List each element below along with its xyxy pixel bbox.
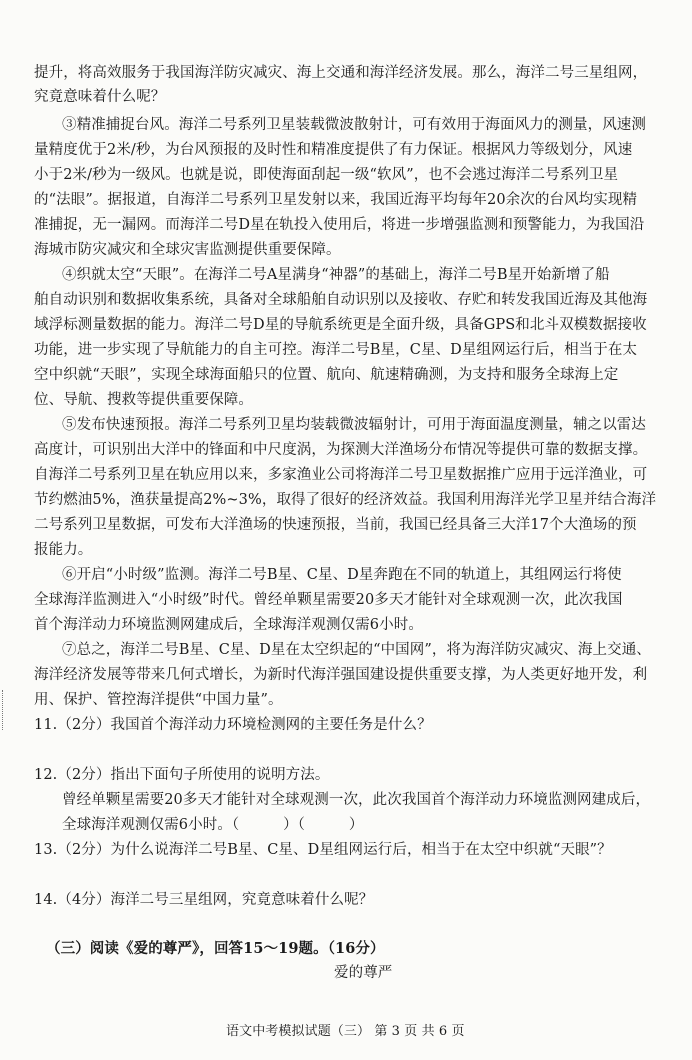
- paragraph-6-line: 全球海洋监测进入“小时级”时代。曾经单颗星需要20多天才能针对全球观测一次，此次我国: [34, 592, 623, 608]
- paragraph-6-line: ⑥开启“小时级”监测。海洋二号B星、C星、D星奔跑在不同的轨道上，其组网运行将使: [62, 567, 622, 583]
- paragraph-5-line: 高度计，可识别出大洋中的锋面和中尺度涡，为探测大洋渔场分布情况等提供可靠的数据支撑。: [34, 442, 648, 458]
- paragraph-3-line: 准捕捉，无一漏网。而海洋二号D星在轨投入使用后，将进一步增强监测和预警能力，为我国沿: [34, 217, 645, 233]
- section-heading: （三）阅读《爱的尊严》，回答15～19题。（16分）: [46, 940, 385, 957]
- paragraph-4-line: 舶自动识别和数据收集系统，具备对全球船舶自动识别以及接收、存贮和转发我国近海及其他海: [34, 292, 648, 308]
- article-title: 爱的尊严: [334, 965, 393, 981]
- paragraph-3-line: 小于2米/秒为一级风。也就是说，即使海面刮起一级“软风”，也不会逃过海洋二号系列卫星: [34, 167, 619, 183]
- paragraph-4-line: 功能，进一步实现了导航能力的自主可控。海洋二号B星，C星、D星组网运行后，相当于在太: [34, 342, 638, 358]
- paragraph-7-line: ⑦总之，海洋二号B星、C星、D星在太空织起的“中国网”，将为海洋防灾减灾、海上交通、: [62, 642, 651, 658]
- page-footer: 语文中考模拟试题（三） 第 3 页 共 6 页: [226, 1024, 465, 1039]
- paragraph-4-line: 域浮标测量数据的能力。海洋二号D星的导航系统更是全面升级，具备GPS和北斗双模数据接收: [34, 317, 647, 333]
- paragraph-3-line: 量精度优于2米/秒，为台风预报的及时性和精准度提供了有力保证。根据风力等级划分，风速: [34, 142, 633, 158]
- question-14: 14.（4分）海洋二号三星组网，究竟意味着什么呢？: [34, 892, 374, 908]
- paragraph-5-line: ⑤发布快速预报。海洋二号系列卫星均装载微波辐射计，可用于海面温度测量，辅之以雷达: [62, 417, 646, 433]
- paragraph-3-line: 的“法眼”。据报道，自海洋二号系列卫星发射以来，我国近海平均每年20余次的台风均实现精: [34, 192, 638, 208]
- question-11: 11.（2分）我国首个海洋动力环境检测网的主要任务是什么？: [34, 717, 432, 733]
- paragraph-3-line: ③精准捕捉台风。海洋二号系列卫星装载微波散射计，可有效用于海面风力的测量，风速测: [62, 117, 646, 133]
- paragraph-4-line: 空中织就“天眼”，实现全球海面船只的位置、航向、航速精确测，为支持和服务全球海上定: [34, 367, 619, 383]
- binding-margin-marks: [2, 690, 9, 730]
- paragraph-5-line: 节约燃油5%，渔获量提高2%~3%，取得了很好的经济效益。我国利用海洋光学卫星并结合海洋: [34, 492, 657, 508]
- paragraph-5-line: 报能力。: [34, 542, 93, 558]
- question-13: 13.（2分）为什么说海洋二号B星、C星、D星组网运行后，相当于在太空中织就“天眼”？: [34, 842, 612, 858]
- passage-line: 究竟意味着什么呢？: [34, 89, 166, 105]
- question-12: 12.（2分）指出下面句子所使用的说明方法。: [34, 767, 330, 783]
- paragraph-6-line: 首个海洋动力环境监测网建成后，全球海洋观测仅需6小时。: [34, 617, 423, 633]
- paragraph-7-line: 海洋经济发展等带来几何式增长，为新时代海洋强国建设提供重要支撑，为人类更好地开发，利: [34, 667, 648, 683]
- paragraph-3-line: 海城市防灾减灾和全球灾害监测提供重要保障。: [34, 242, 341, 258]
- paragraph-5-line: 自海洋二号系列卫星在轨应用以来，多家渔业公司将海洋二号卫星数据推广应用于远洋渔业，可: [34, 467, 648, 483]
- paragraph-5-line: 二号系列卫星数据，可发布大洋渔场的快速预报，当前，我国已经具备三大洋17个大渔场的预: [34, 517, 637, 533]
- question-12-quote: 全球海洋观测仅需6小时。（ ）（ ）: [62, 817, 364, 833]
- paragraph-4-line: 位、导航、搜救等提供重要保障。: [34, 392, 253, 408]
- passage-line: 提升，将高效服务于我国海洋防灾减灾、海上交通和海洋经济发展。那么，海洋二号三星组网，: [34, 65, 648, 81]
- paragraph-7-line: 用、保护、管控海洋提供“中国力量”。: [34, 692, 283, 708]
- question-12-quote: 曾经单颗星需要20多天才能针对全球观测一次，此次我国首个海洋动力环境监测网建成后，: [62, 792, 651, 808]
- paragraph-4-line: ④织就太空“天眼”。在海洋二号A星满身“神器”的基础上，海洋二号B星开始新增了船: [62, 267, 610, 283]
